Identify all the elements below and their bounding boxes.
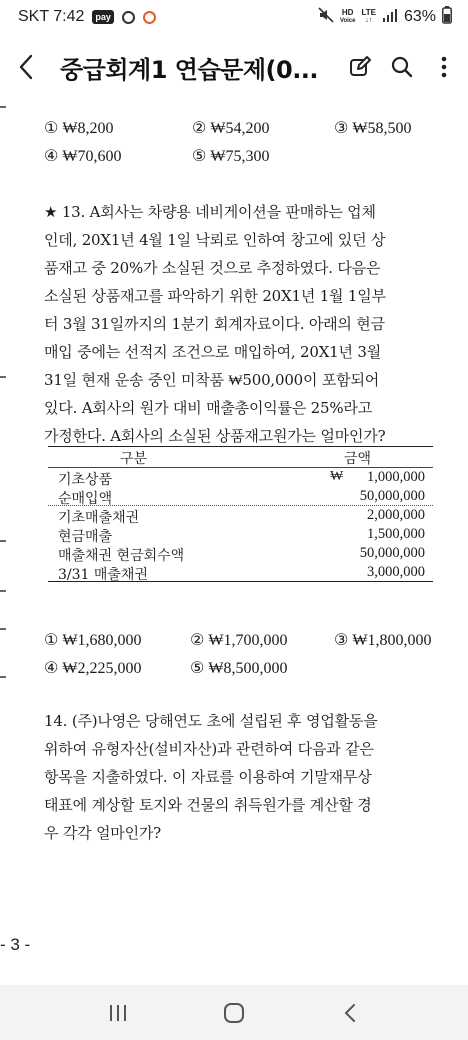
system-back-button[interactable] [330,993,370,1033]
document-title: 중급회계1 연습문제(0... [60,55,319,84]
row-amount: 50,000,000 [359,545,425,561]
row-amount: 50,000,000 [359,488,425,504]
battery-level: 63% [403,8,436,25]
question-14-text [44,707,440,847]
system-nav-bar [0,985,468,1040]
lte-icon [361,9,376,25]
home-icon [223,1002,245,1024]
q14-line: 항목을 지출하였다. 이 자료를 이용하여 기말재무상 [44,768,372,786]
question-13-text [44,198,440,450]
notification-circle-icon [122,11,135,24]
prev-choices-row-2 [44,146,444,170]
q13-line: 소실된 상품재고를 파악하기 위한 20X1년 1월 1일부 [44,287,386,305]
page-edge-mark [0,676,6,678]
choice-3: ③ ₩58,500 [334,120,412,137]
q13-data-table [48,446,433,582]
hd-voice-top: HD [341,8,354,17]
table-row [48,468,433,487]
search-button[interactable] [388,53,416,81]
q13-line: 품재고 중 20%가 소실된 것으로 추정하였다. 다음은 [44,259,381,277]
header-amount: 금액 [344,451,372,467]
more-vertical-icon [440,55,448,79]
notification-ring-icon [143,11,156,24]
hd-voice-icon [340,9,356,25]
back-button[interactable] [18,47,48,87]
recent-apps-icon [108,1004,128,1022]
chevron-left-icon [18,54,34,80]
table-row [48,525,433,544]
carrier-time: SKT 7:42 [18,8,85,25]
q13-line: ★ 13. A회사는 차량용 네비게이션을 판매하는 업체 [44,203,376,221]
document-page[interactable] [0,100,468,980]
status-right [318,6,452,29]
choice-5: ⑤ ₩8,500,000 [190,660,288,677]
page-number: - 3 - [0,935,31,954]
page-edge-mark [0,590,6,592]
page-edge-mark [0,628,6,630]
currency-symbol: ₩ [330,469,344,484]
choice-4: ④ ₩2,225,000 [44,660,142,677]
table-row [48,544,433,563]
app-actions [346,53,458,81]
row-label: 3/31 매출채권 [58,567,148,583]
table-row [48,563,433,582]
q13-line: 매입 중에는 선적지 조건으로 매입하여, 20X1년 3월 [44,343,382,361]
row-label: 기초상품 [58,472,113,488]
choice-4: ④ ₩70,600 [44,148,122,165]
status-bar [0,0,468,34]
edit-button[interactable] [346,53,374,81]
row-label: 기초매출채권 [58,510,140,526]
choice-1: ① ₩1,680,000 [44,632,142,649]
header-category: 구분 [120,451,148,467]
q14-line: 태표에 계상할 토지와 건물의 취득원가를 계산할 경 [44,796,372,814]
battery-icon [442,6,452,29]
choice-5: ⑤ ₩75,300 [192,148,270,165]
signal-icon [382,8,398,27]
q14-line: 위하여 유형자산(설비자산)과 관련하여 다음과 같은 [44,740,374,758]
lte-label: LTE [361,8,376,17]
row-amount: 3,000,000 [367,564,425,580]
home-button[interactable] [214,993,254,1033]
choice-2: ② ₩54,200 [192,120,270,137]
choice-1: ① ₩8,200 [44,120,114,137]
table-header-row [48,446,433,468]
prev-choices-row-1 [44,118,444,142]
page-edge-mark [0,106,6,108]
q13-line: 가정한다. A회사의 소실된 상품재고원가는 얼마인가? [44,427,386,445]
choice-3: ③ ₩1,800,000 [334,632,432,649]
page-edge-mark [0,540,6,542]
q13-choices-row-1 [44,630,444,654]
q14-line: 14. (주)나영은 당해연도 초에 설립된 후 영업활동을 [44,712,378,730]
status-left [18,8,156,26]
q13-line: 31일 현재 운송 중인 미착품 ₩500,000이 포함되어 [44,371,380,389]
page-edge-mark [0,376,6,378]
search-icon [390,55,414,79]
q13-line: 터 3월 31일까지의 1분기 회계자료이다. 아래의 현금 [44,315,385,333]
row-label: 현금매출 [58,529,113,545]
row-amount: 2,000,000 [367,507,425,523]
app-bar [0,36,468,98]
edit-icon [348,55,372,79]
row-amount: 1,000,000 [367,469,425,485]
row-label: 순매입액 [58,491,113,507]
table-row [48,487,433,506]
hd-voice-bottom: Voice [339,18,356,24]
q13-line: 있다. A회사의 원가 대비 매출총이익률은 25%라고 [44,399,373,417]
row-label: 매출채권 현금회수액 [58,548,185,564]
back-arrow-icon [343,1003,357,1023]
row-amount: 1,500,000 [367,526,425,542]
pay-icon: pay [92,10,114,24]
mute-icon [318,7,334,28]
more-options-button[interactable] [430,53,458,81]
q13-line: 인데, 20X1년 4월 1일 낙뢰로 인하여 창고에 있던 상 [44,231,386,249]
table-row [48,506,433,525]
choice-2: ② ₩1,700,000 [190,632,288,649]
lte-arrows: ↓↑ [365,17,373,24]
q14-line: 우 각각 얼마인가? [44,824,162,842]
q13-choices-row-2 [44,658,444,682]
recent-apps-button[interactable] [98,993,138,1033]
